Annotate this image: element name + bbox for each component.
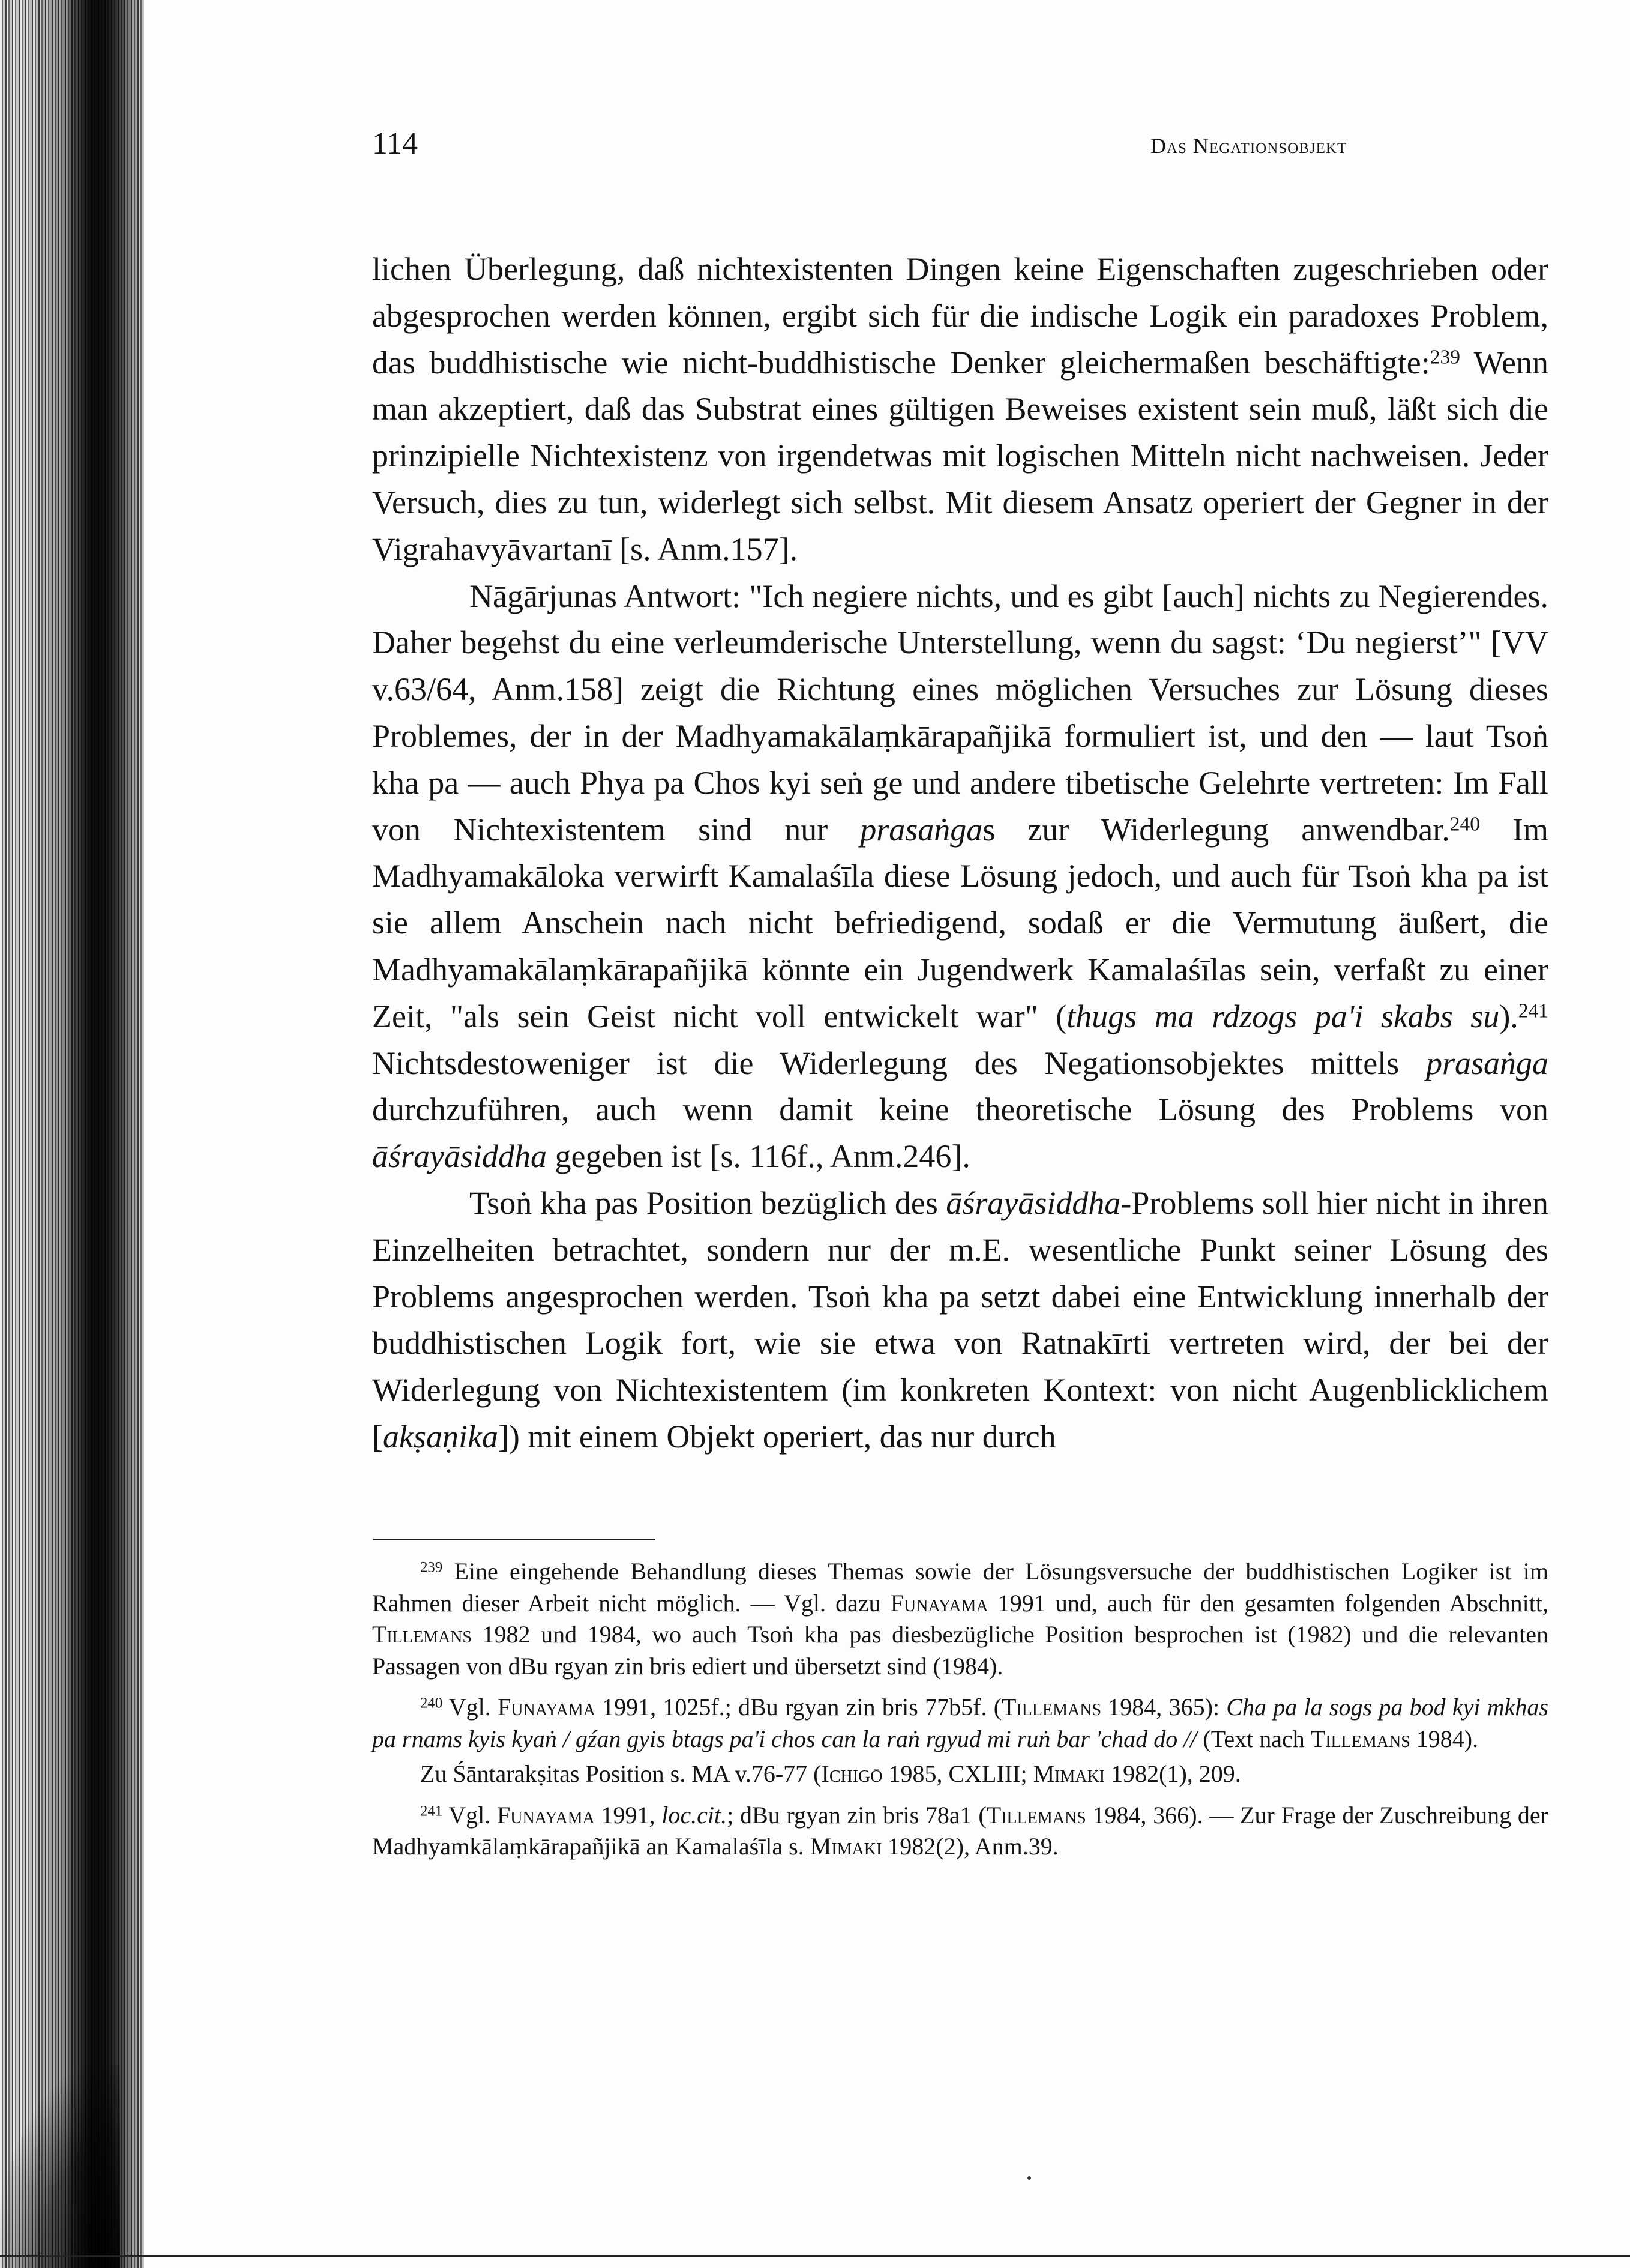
author-name: Funayama <box>498 1693 595 1721</box>
italic-term: prasaṅga <box>860 811 983 848</box>
text-run: Zu Śāntarakṣitas Position s. MA v.76-77 ( <box>420 1760 822 1787</box>
text-run: ). <box>1499 998 1518 1034</box>
author-name: Mimaki <box>1033 1760 1105 1787</box>
italic-term: thugs ma rdzogs pa'i skabs su <box>1066 998 1500 1034</box>
book-binding-corner <box>0 2065 120 2268</box>
text-run: (Text nach <box>1197 1725 1311 1752</box>
italic-term: prasaṅga <box>1425 1045 1548 1081</box>
text-run: 1984, 366). — Zur Frage der Zuschreibung der Madhyamkālaṃkārapañjikā an Kamalaśīla s. <box>372 1801 1549 1860</box>
author-name: Tillemans <box>1002 1693 1102 1721</box>
footnote-240-continued <box>372 1758 1548 1790</box>
footnotes <box>372 1556 1548 1863</box>
text-run: 1982(1), 209. <box>1105 1760 1241 1787</box>
paragraph-2 <box>372 573 1548 1180</box>
text-run: Nichtsdestoweniger ist die Widerlegung des Negationsobjektes mittels <box>372 1045 1426 1081</box>
footnote-ref-240: 240 <box>1449 812 1480 835</box>
text-run: 1985, CXLIII; <box>882 1760 1033 1787</box>
paragraph-1 <box>372 246 1548 573</box>
text-run: ; dBu rgyan zin bris 78a1 ( <box>727 1801 987 1829</box>
text-run: Vgl. <box>442 1801 497 1829</box>
text-run: -Problems soll hier nicht in ihren Einzelheiten betrachtet, sondern nur der m.E. wesentliche Punkt seiner Lösung des Problems angesprochen werden. Tsoṅ kha pa setzt dabei eine Entwicklung innerhalb der buddhistischen Logik fort, wie sie etwa von Ratnakīrti vertreten wird, der bei der Widerlegung von Nichtexistentem (im konkreten Kontext: von nicht Augenblicklichem [ <box>372 1184 1548 1455</box>
footnote-239 <box>372 1556 1548 1682</box>
scan-edge <box>0 2255 1630 2257</box>
text-run: Eine eingehende Behandlung dieses Themas sowie der Lösungsversuche der buddhistischen Logiker ist im Rahmen dieser Arbeit nicht möglich. — Vgl. dazu <box>372 1558 1548 1617</box>
author-name: Mimaki <box>810 1833 882 1860</box>
main-text <box>372 246 1548 1461</box>
book-binding-gutter <box>67 0 127 2268</box>
running-title: Das Negationsobjekt <box>1150 134 1347 158</box>
author-name: Tillemans <box>1310 1725 1410 1752</box>
text-run: 1984, 365): <box>1101 1693 1227 1721</box>
text-run: gegeben ist [s. 116f., Anm.246]. <box>547 1138 970 1175</box>
author-name: Funayama <box>890 1589 988 1617</box>
author-name: Tillemans <box>372 1621 472 1648</box>
italic-quote: Cha pa la sogs pa bod kyi mkhas pa rnams kyis kyaṅ / gźan gyis btags pa'i chos can la raṅ rgyud mi ruṅ bar 'chad do // <box>372 1693 1548 1752</box>
text-run: 1991 und, auch für den gesamten folgenden Abschnitt, <box>988 1589 1548 1617</box>
author-name: Tillemans <box>986 1801 1086 1829</box>
text-run: Wenn man akzeptiert, daß das Substrat eines gültigen Beweises existent sein muß, läßt sich die prinzipielle Nichtexistenz von irgendetwas mit logischen Mitteln nicht nachweisen. Jeder Versuch, dies zu tun, widerlegt sich selbst. Mit diesem Ansatz operiert der Gegner in der Vigrahavyāvartanī [s. Anm.157]. <box>372 344 1549 567</box>
italic-term: akṣaṇika <box>382 1418 498 1455</box>
text-run: 1984). <box>1410 1725 1479 1752</box>
footnote-ref-239: 239 <box>1430 345 1460 368</box>
text-run: durchzuführen, auch wenn damit keine theoretische Lösung des Problems von <box>372 1091 1548 1128</box>
text-run: lichen Überlegung, daß nichtexistenten Dingen keine Eigenschaften zugeschrieben oder abgesprochen werden können, ergibt sich für die indische Logik ein paradoxes Problem, das buddhistische wie nicht-buddhistische Denker gleichermaßen beschäftigte: <box>372 251 1548 381</box>
text-run: 1982(2), Anm.39. <box>882 1833 1059 1860</box>
footnote-number: 239 <box>420 1559 443 1576</box>
italic-term: āśrayāsiddha <box>372 1138 547 1175</box>
italic-term: loc.cit. <box>661 1801 727 1829</box>
text-run: Nāgārjunas Antwort: "Ich negiere nichts, und es gibt [auch] nichts zu Negierendes. Daher begehst du eine verleumderische Unterstellung, wenn du sagst: ‘Du negierst’" [VV v.63/64, Anm.158] zeigt die Richtung eines möglichen Versuches zur Lösung dieses Problemes, der in der Madhyamakālaṃkārapañjikā formuliert ist, und den — laut Tsoṅ kha pa — auch Phya pa Chos kyi seṅ ge und andere tibetische Gelehrte vertreten: Im Fall von Nichtexistentem sind nur <box>372 578 1548 848</box>
italic-term: āśrayāsiddha <box>946 1184 1121 1221</box>
text-run: s zur Widerlegung anwendbar. <box>982 811 1450 848</box>
text-run: ]) mit einem Objekt operiert, das nur durch <box>498 1418 1056 1455</box>
paragraph-3 <box>372 1180 1548 1461</box>
footnote-number: 240 <box>420 1695 443 1712</box>
text-run: 1982 und 1984, wo auch Tsoṅ kha pas diesbezügliche Position besprochen ist (1982) und die relevanten Passagen von dBu rgyan zin bris ediert und übersetzt sind (1984). <box>372 1621 1548 1680</box>
text-run: 1991, 1025f.; dBu rgyan zin bris 77b5f. ( <box>595 1693 1002 1721</box>
text-run: Vgl. <box>442 1693 498 1721</box>
footnote-240 <box>372 1692 1548 1755</box>
page-number: 114 <box>372 127 418 161</box>
footnote-ref-241: 241 <box>1518 1000 1549 1022</box>
scan-speck <box>1027 2176 1031 2180</box>
author-name: Funayama <box>496 1801 595 1829</box>
running-head <box>372 123 1548 165</box>
text-run: 1991, <box>594 1801 662 1829</box>
footnote-number: 241 <box>420 1803 443 1820</box>
footnote-separator <box>373 1539 655 1540</box>
author-name: Ichigō <box>821 1760 883 1787</box>
text-run: Im Madhyamakāloka verwirft Kamalaśīla diese Lösung jedoch, und auch für Tsoṅ kha pa ist sie allem Anschein nach nicht befriedigend, sodaß er die Vermutung äußert, die Madhyamakālaṃkārapañjikā könnte ein Jugendwerk Kamalaśīlas sein, verfaßt zu einer Zeit, "als sein Geist nicht voll entwickelt war" ( <box>372 811 1548 1034</box>
footnote-241 <box>372 1800 1548 1863</box>
text-run: Tsoṅ kha pas Position bezüglich des <box>469 1184 946 1221</box>
